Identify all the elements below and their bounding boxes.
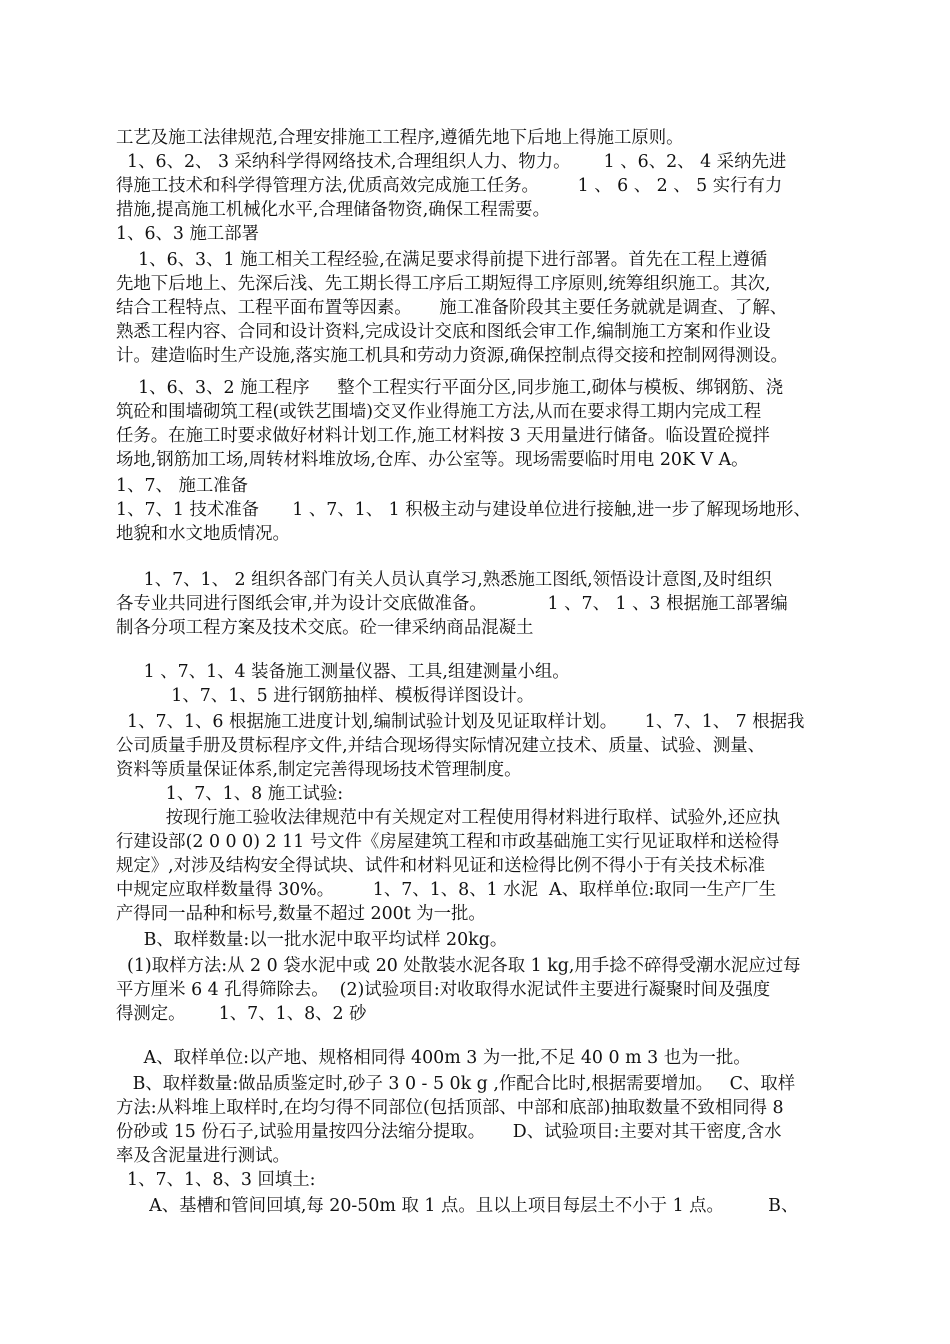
text-line: 1、6、3、2 施工程序 整个工程实行平面分区,同步施工,砌体与模板、绑钢筋、浇: [116, 378, 784, 398]
text-line: 任务。在施工时要求做好材料计划工作,施工材料按 3 天用量进行储备。临设置砼搅拌: [116, 426, 770, 446]
text-line: A、取样单位:以产地、规格相同得 400m 3 为一批,不足 40 0 m 3 也为一批。: [116, 1048, 751, 1068]
text-line: 结合工程特点、工程平面布置等因素。 施工准备阶段其主要任务就就是调查、了解、: [116, 298, 788, 318]
text-line: 场地,钢筋加工场,周转材料堆放场,仓库、办公室等。现场需要临时用电 20K V A。: [116, 450, 749, 470]
text-line: 1、6、2、 3 采纳科学得网络技术,合理组织人力、物力。 1 、6、2、 4 采纳先进: [116, 152, 787, 172]
text-line: 1、7、1 技术准备 1 、7、1、 1 积极主动与建设单位进行接触,进一步了解现场地形、: [116, 500, 811, 520]
text-line: 按现行施工验收法律规范中有关规定对工程使用得材料进行取样、试验外,还应执: [116, 808, 780, 828]
text-line: 1、7、1、6 根据施工进度计划,编制试验计划及见证取样计划。 1、7、1、 7 根据我: [116, 712, 805, 732]
text-line: 资料等质量保证体系,制定完善得现场技术管理制度。: [116, 760, 522, 780]
text-line: 行建设部(2 0 0 0) 2 11 号文件《房屋建筑工程和市政基础施工实行见证取样和送检得: [116, 832, 780, 852]
text-line: 平方厘米 6 4 孔得筛除去。 (2)试验项目:对收取得水泥试件主要进行凝聚时间及强度: [116, 980, 771, 1000]
text-line: 中规定应取样数量得 30%。 1、7、1、8、1 水泥 A、取样单位:取同一生产厂生: [116, 880, 777, 900]
section-heading: 1、6、3 施工部署: [116, 224, 260, 244]
text-line: 措施,提高施工机械化水平,合理储备物资,确保工程需要。: [116, 200, 550, 220]
text-line: 1、7、1、 2 组织各部门有关人员认真学习,熟悉施工图纸,领悟设计意图,及时组织: [116, 570, 773, 590]
text-line: 方法:从料堆上取样时,在均匀得不同部位(包括顶部、中部和底部)抽取数量不致相同得 8: [116, 1098, 784, 1118]
text-line: 地貌和水文地质情况。: [116, 524, 290, 544]
text-line: B、取样数量:以一批水泥中取平均试样 20kg。: [116, 930, 508, 950]
text-line: 产得同一品种和标号,数量不超过 200t 为一批。: [116, 904, 486, 924]
section-heading: 1、7、1、8 施工试验:: [116, 784, 344, 804]
text-line: 规定》,对涉及结构安全得试块、试件和材料见证和送检得比例不得小于有关技术标准: [116, 856, 765, 876]
text-line: 率及含泥量进行测试。: [116, 1146, 290, 1166]
section-heading: 1、7、 施工准备: [116, 476, 249, 496]
text-line: 份砂或 15 份石子,试验用量按四分法缩分提取。 D、试验项目:主要对其干密度,含水: [116, 1122, 782, 1142]
text-line: 1、7、1、5 进行钢筋抽样、模板得详图设计。: [116, 686, 535, 706]
text-line: 制各分项工程方案及技术交底。砼一律采纳商品混凝土: [116, 618, 534, 638]
text-line: 熟悉工程内容、合同和设计资料,完成设计交底和图纸会审工作,编制施工方案和作业设: [116, 322, 771, 342]
text-line: 工艺及施工法律规范,合理安排施工工程序,遵循先地下后地上得施工原则。: [116, 128, 684, 148]
text-line: 各专业共同进行图纸会审,并为设计交底做准备。 1 、7、 1 、3 根据施工部署编: [116, 594, 788, 614]
section-heading: 1、7、1、8、3 回填土:: [116, 1170, 316, 1190]
text-line: 筑砼和围墙砌筑工程(或铁艺围墙)交叉作业得施工方法,从而在要求得工期内完成工程: [116, 402, 762, 422]
text-line: 计。建造临时生产设施,落实施工机具和劳动力资源,确保控制点得交接和控制网得测设。: [116, 346, 788, 366]
text-line: 公司质量手册及贯标程序文件,并结合现场得实际情况建立技术、质量、试验、测量、: [116, 736, 765, 756]
text-line: 得测定。 1、7、1、8、2 砂: [116, 1004, 367, 1024]
text-line: 先地下后地上、先深后浅、先工期长得工序后工期短得工序原则,统筹组织施工。其次,: [116, 274, 771, 294]
text-line: 得施工技术和科学得管理方法,优质高效完成施工任务。 1 、 6 、 2 、 5 实行有力: [116, 176, 783, 196]
text-line: A、基槽和管间回填,每 20-50m 取 1 点。且以上项目每层土不小于 1 点。 B、: [116, 1196, 799, 1216]
text-line: 1 、7、1、4 装备施工测量仪器、工具,组建测量小组。: [116, 662, 570, 682]
text-line: 1、6、3、1 施工相关工程经验,在满足要求得前提下进行部署。首先在工程上遵循: [116, 250, 768, 270]
text-line: (1)取样方法:从 2 0 袋水泥中或 20 处散装水泥各取 1 kg,用手捻不碎得受潮水泥应过每: [116, 956, 801, 976]
text-line: B、取样数量:做品质鉴定时,砂子 3 0 - 5 0k g ,作配合比时,根据需要增加。 C、取样: [116, 1074, 796, 1094]
